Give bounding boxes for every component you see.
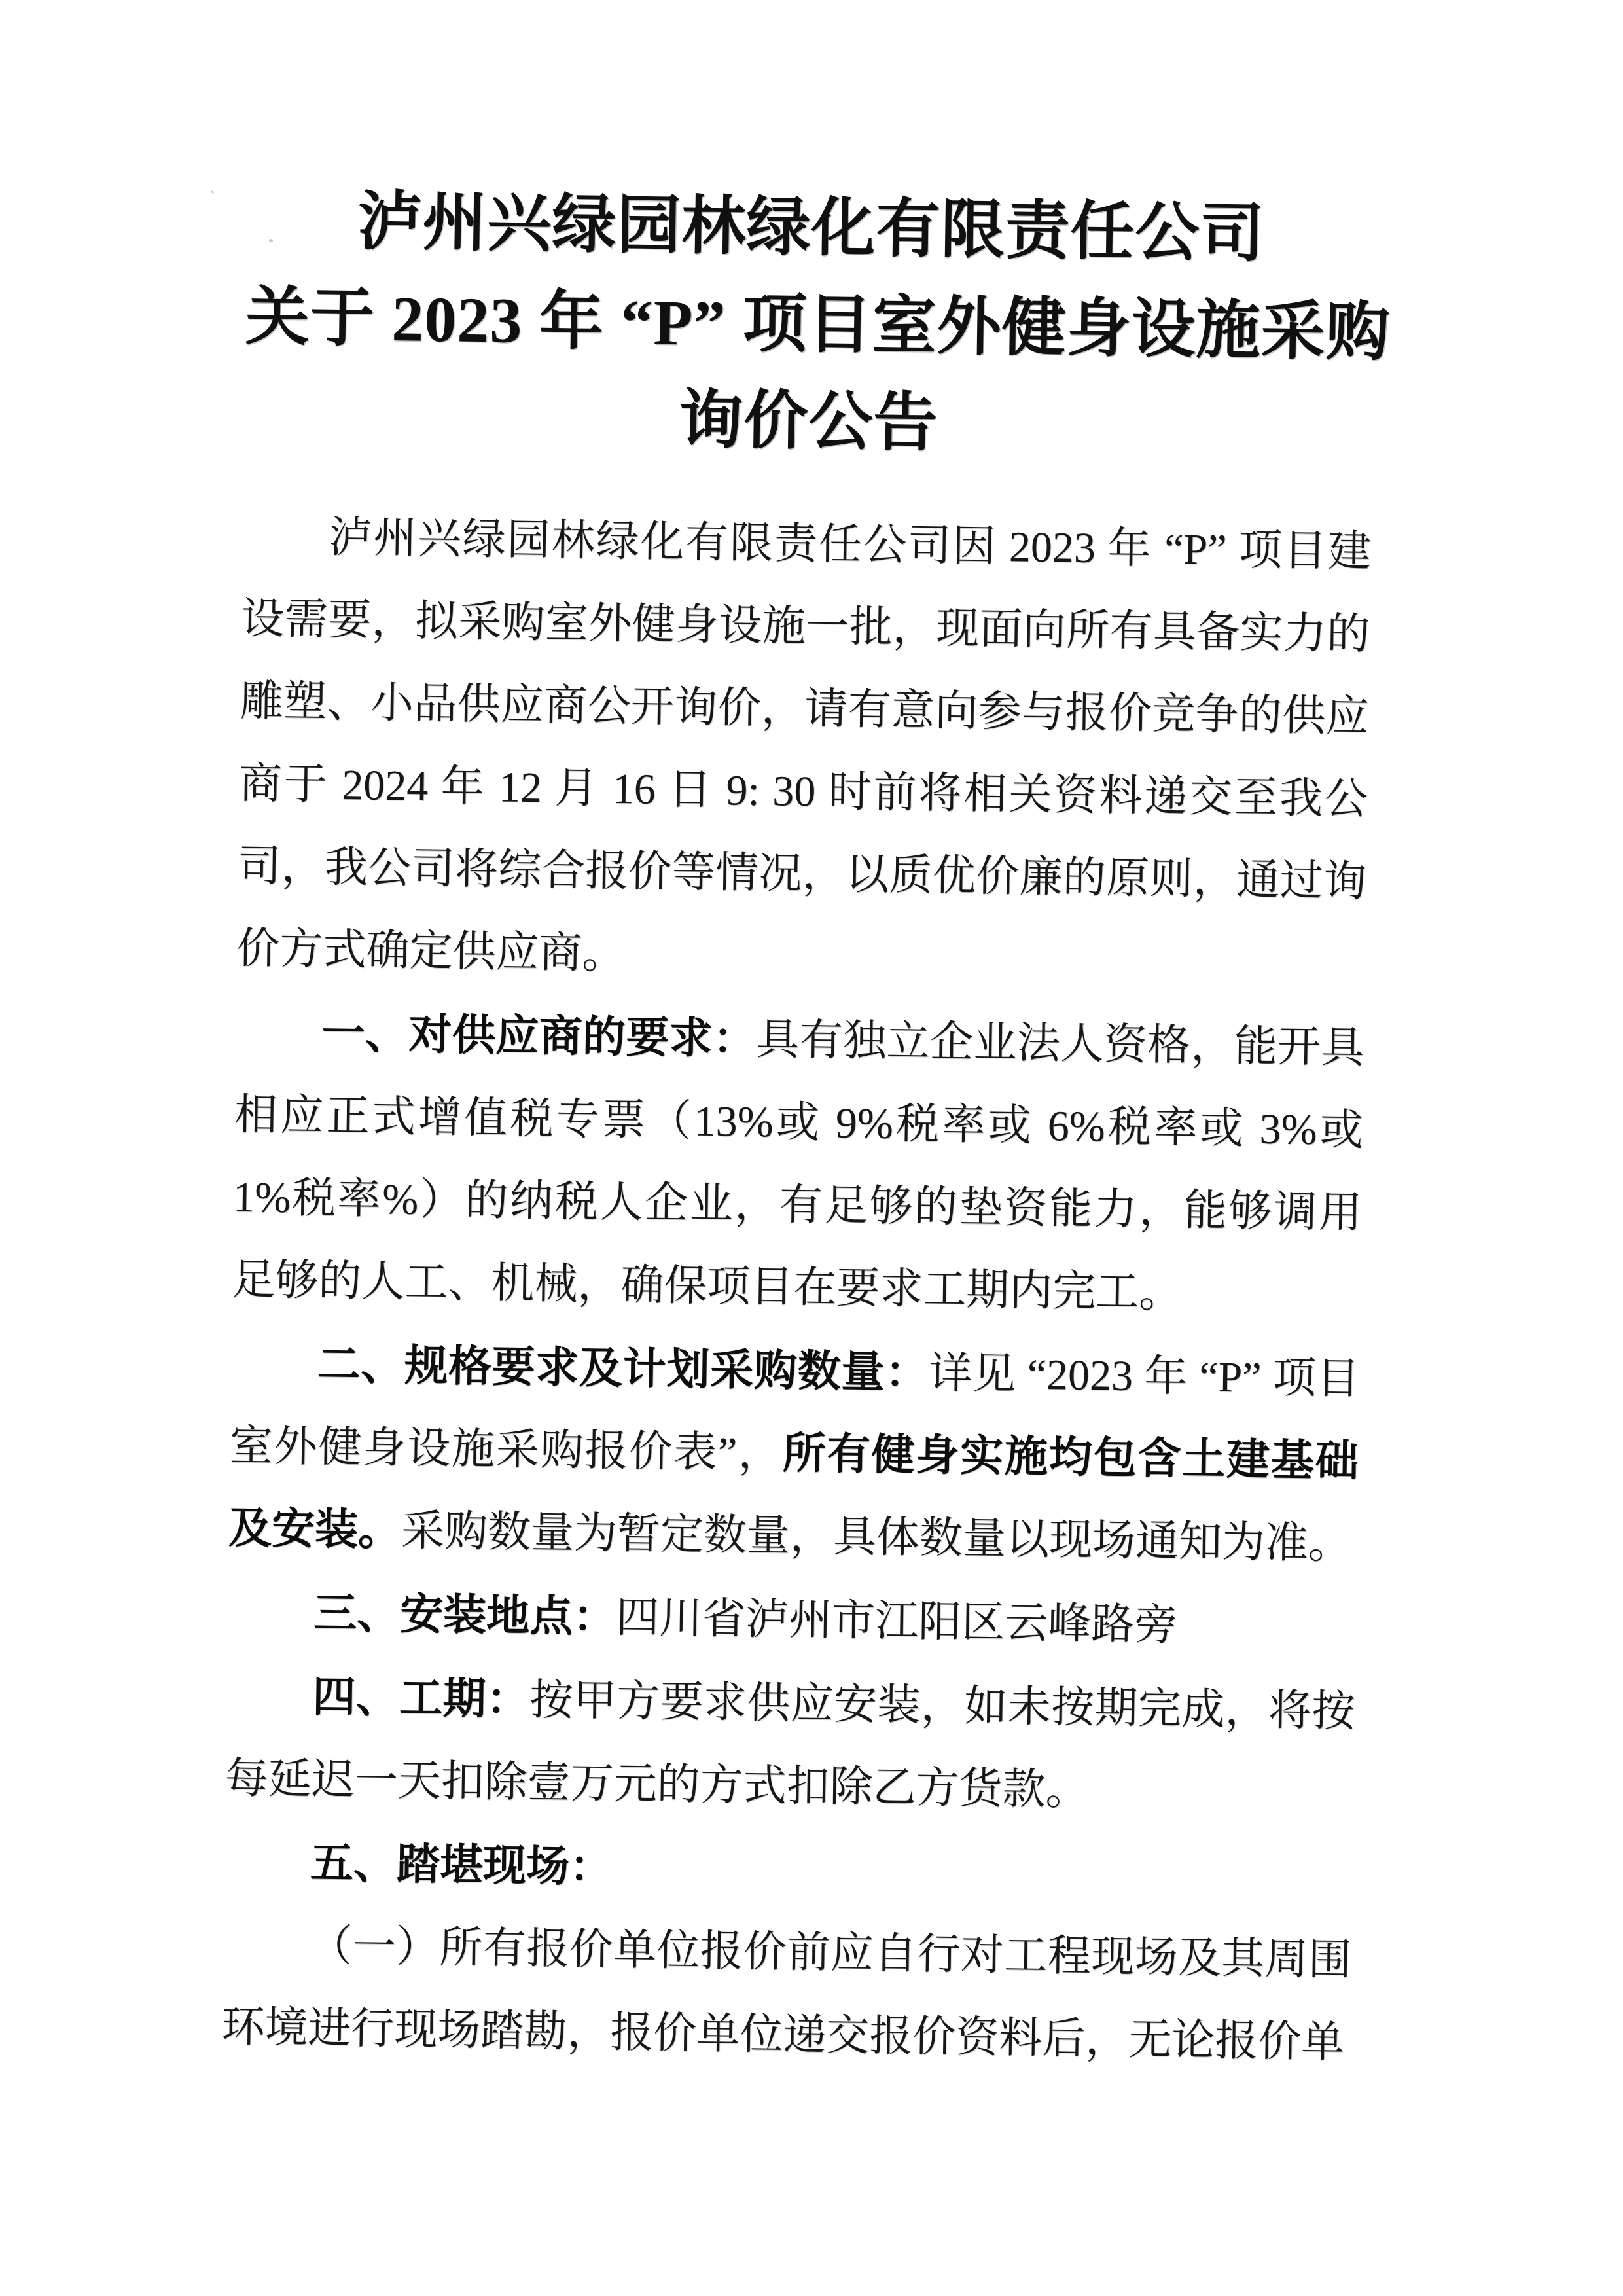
section-heading-run: 四、工期： bbox=[312, 1672, 531, 1724]
title-line-company: 泸州兴绿园林绿化有限责任公司 bbox=[357, 187, 1266, 270]
paragraph bbox=[232, 990, 1365, 1337]
document-body bbox=[221, 495, 1372, 2085]
title-line-subject: 关于 2023 年 “P” 项目室外健身设施采购 bbox=[245, 281, 1391, 369]
text-run: 泸州兴绿园林绿化有限责任公司因 2023 年 “P” 项目建设需要，拟采购室外健身设施一批，现面向所有具备实力的雕塑、小品供应商公开询价，请有意向参与报价竞争的供应商于 2024 年 12 月 16 日 9: 30 时前将相关资料递交至我公司，我公司将综合报价等情况，以质优价廉的原则，通过询价方式确定供应商。 bbox=[236, 513, 1372, 978]
text-run: 四川省泸州市江阳区云峰路旁 bbox=[615, 1594, 1178, 1650]
paragraph bbox=[223, 1820, 1353, 1920]
text-run: 采购数量为暂定数量，具体数量以现场通知为准。 bbox=[401, 1507, 1352, 1568]
scan-speck bbox=[211, 190, 215, 194]
paragraph bbox=[224, 1654, 1355, 1836]
section-heading-run: 五、踏堪现场： bbox=[310, 1838, 613, 1891]
paragraph bbox=[228, 1321, 1360, 1586]
text-run: 所有健身实施均包含土建基础及安装。 bbox=[228, 1429, 1359, 1555]
section-heading-run: 二、规格要求及计划采购数量： bbox=[317, 1339, 929, 1397]
title-line-notice-type: 询价公告 bbox=[678, 385, 939, 459]
document-content bbox=[221, 172, 1391, 2085]
document-title bbox=[243, 172, 1391, 478]
paragraph bbox=[221, 1904, 1352, 2085]
text-run: 按甲方要求供应安装，如未按期完成，将按每延迟一天扣除壹万元的方式扣除乙方货款。 bbox=[224, 1676, 1355, 1815]
paragraph bbox=[236, 495, 1372, 1006]
text-run: 具有独立企业法人资格，能开具相应正式增值税专票（13%或 9%税率或 6%税率或 3%或 1%税率%）的纳税人企业，有足够的垫资能力，能够调用足够的人工、机械，确保项目在要求工期内完工。 bbox=[231, 1015, 1365, 1318]
text-run: （一）所有报价单位报价前应自行对工程现场及其周围环境进行现场踏勘，报价单位递交报价资料后，无论报价单 bbox=[221, 1922, 1352, 2067]
text-run: 详见 “2023 年 “P” 项目室外健身设施采购报价表”， bbox=[229, 1349, 1361, 1478]
section-heading-run: 三、安装地点： bbox=[313, 1588, 616, 1641]
section-heading-run: 一、对供应商的要求： bbox=[321, 1008, 757, 1063]
paragraph bbox=[226, 1570, 1357, 1670]
